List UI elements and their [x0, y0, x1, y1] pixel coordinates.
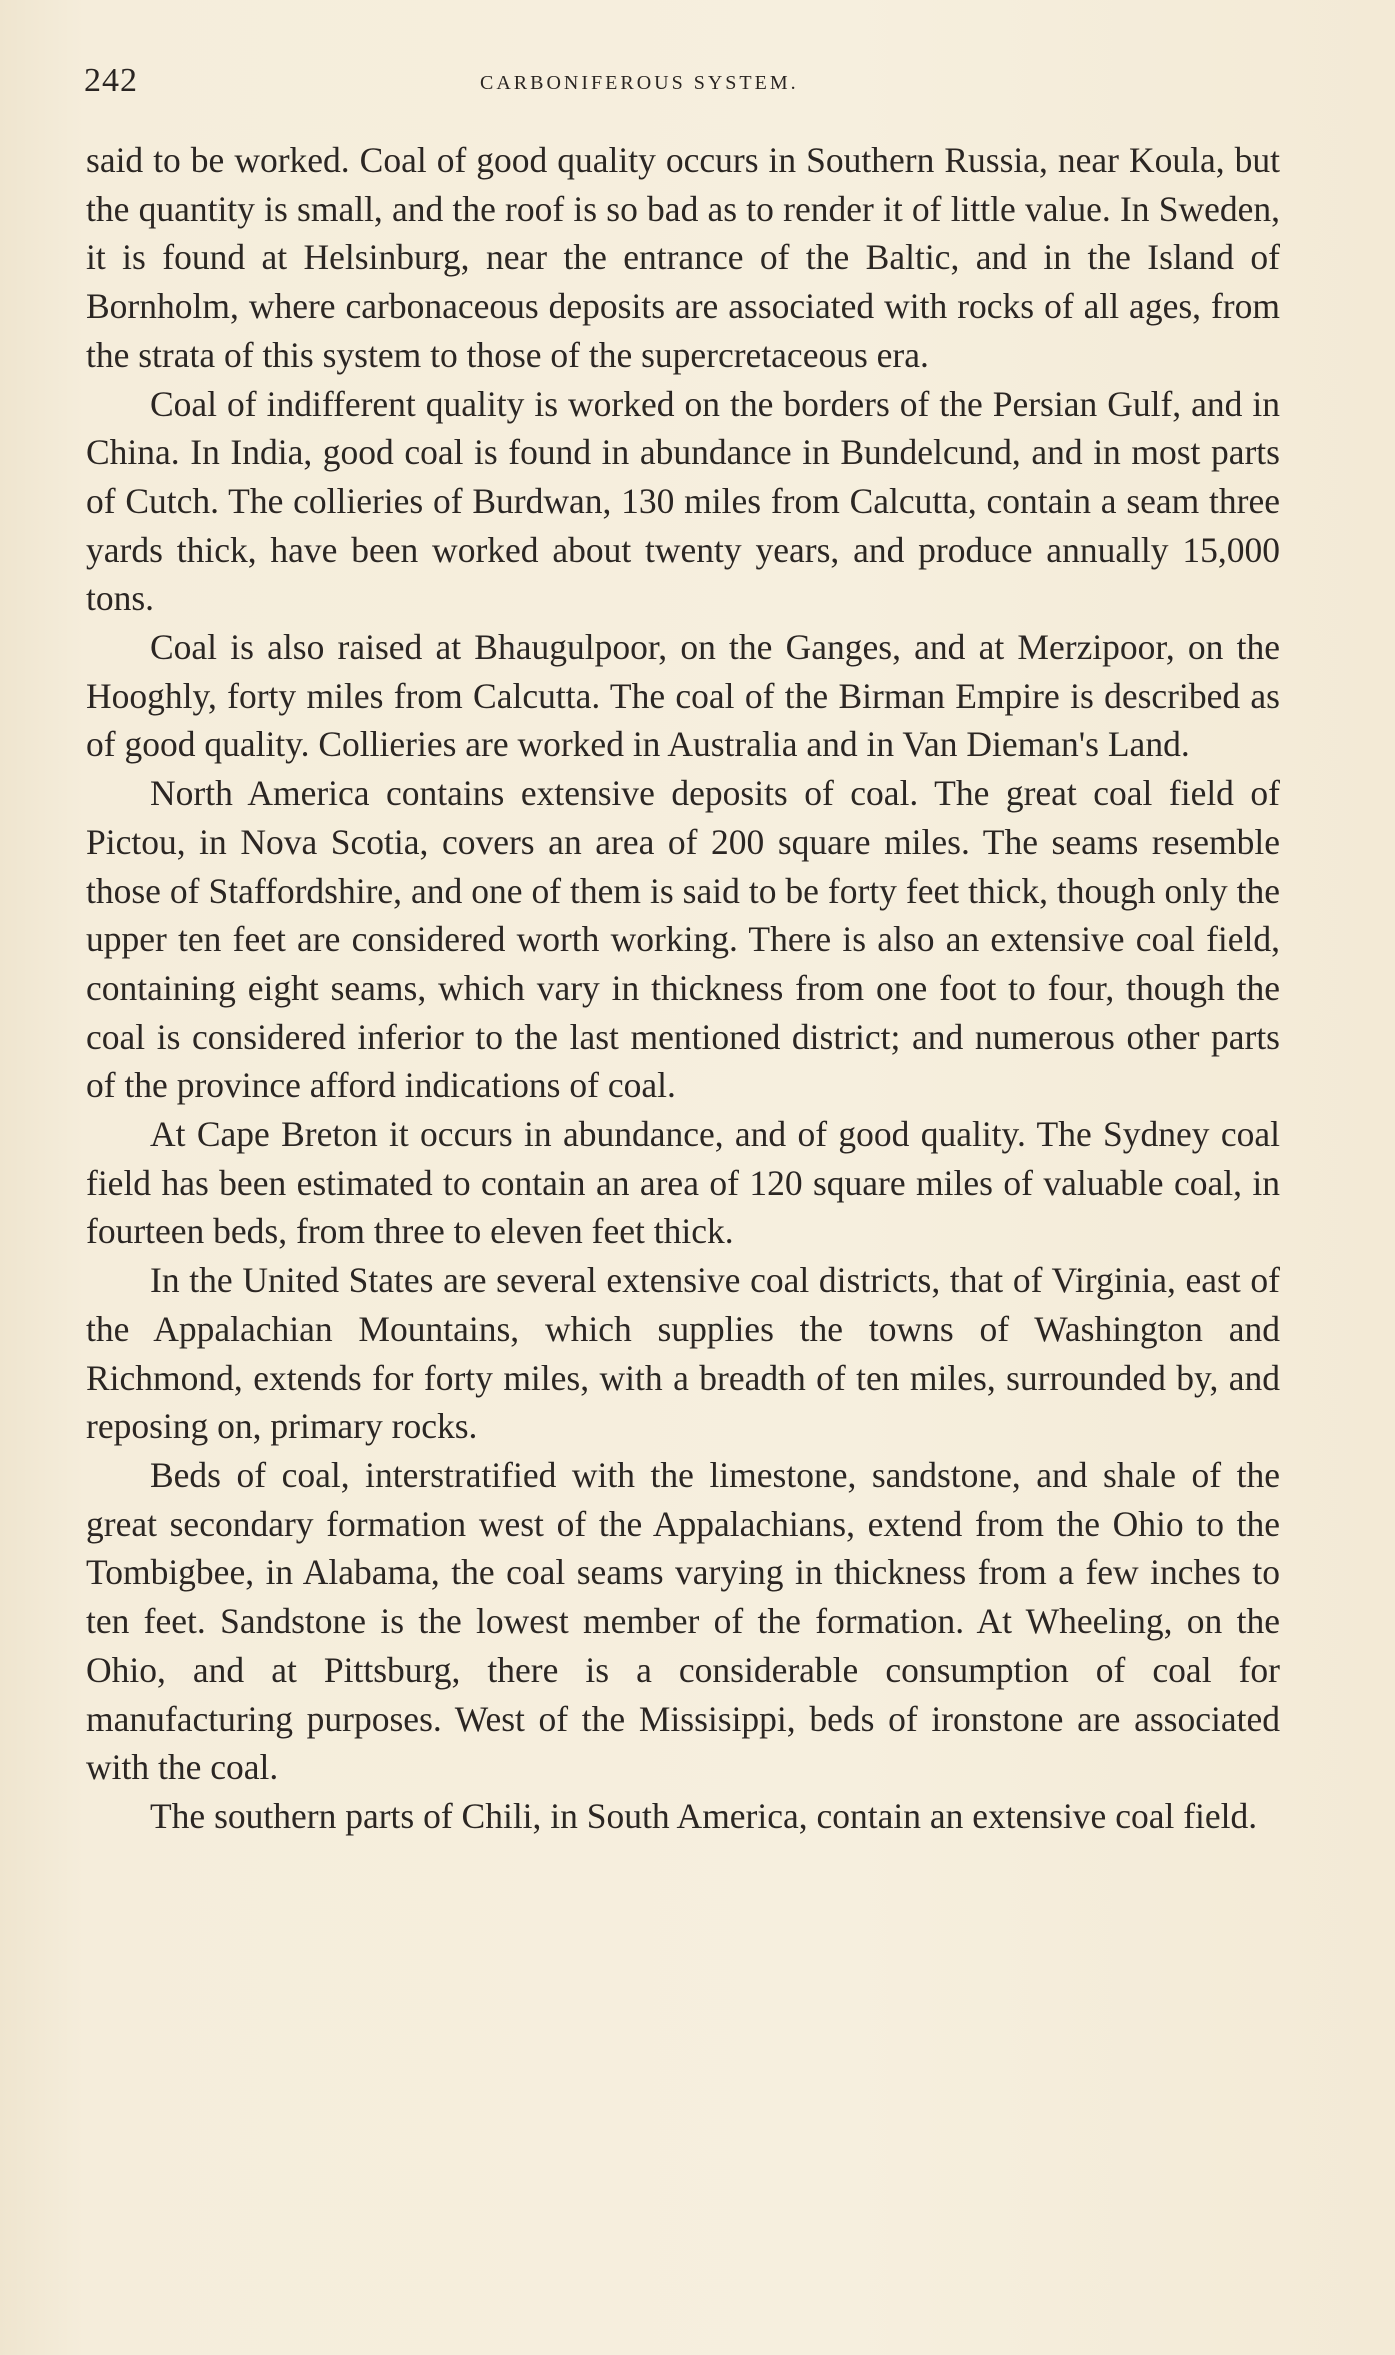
paragraph: Beds of coal, interstratified with the limestone, sandstone, and shale of the great secondary formation west of the Appalachians, extend from the Ohio to the Tombigbee, in Alabama, the coal seams varying in thickness from a few inches to ten feet. Sandstone is the lowest member of the formation. At Wheeling, on the Ohio, and at Pittsburg, there is a considerable consumption of coal for manufacturing purposes. West of the Missisippi, beds of ironstone are associated with the coal.	[86, 1454, 1280, 1788]
paragraph: said to be worked. Coal of good quality occurs in Southern Russia, near Koula, but the quantity is small, and the roof is so bad as to render it of little value. In Sweden, it is found at Helsinburg, near the entrance of the Baltic, and in the Island of Bornholm, where carbonaceous deposits are associated with rocks of all ages, from the strata of this system to those of the supercretaceous era.	[86, 140, 1280, 375]
paragraph: The southern parts of Chili, in South America, contain an extensive coal field.	[150, 1795, 1258, 1836]
paragraph: Coal is also raised at Bhaugulpoor, on the Ganges, and at Merzipoor, on the Hooghly, forty miles from Calcutta. The coal of the Birman Empire is described as of good quality. Collieries are worked in Australia and in Van Dieman's Land.	[86, 627, 1280, 765]
paragraph: North America contains extensive deposits of coal. The great coal field of Pictou, in Nova Scotia, covers an area of 200 square miles. The seams resemble those of Staffordshire, and one of them is said to be forty feet thick, though only the upper ten feet are considered worth working. There is also an extensive coal field, containing eight seams, which vary in thickness from one foot to four, though the coal is considered inferior to the last mentioned district; and numerous other parts of the province afford indications of coal.	[86, 773, 1280, 1106]
paragraph: Coal of indifferent quality is worked on the borders of the Persian Gulf, and in China. In India, good coal is found in abundance in Bundelcund, and in most parts of Cutch. The collieries of Burdwan, 130 miles from Calcutta, contain a seam three yards thick, have been worked about twenty years, and produce annually 15,000 tons.	[86, 383, 1280, 619]
page-number: 242	[84, 62, 138, 99]
paragraph: In the United States are several extensive coal districts, that of Virginia, east of the Appalachian Mountains, which supplies the towns of Washington and Richmond, extends for forty miles, with a breadth of ten miles, surrounded by, and reposing on, primary rocks.	[86, 1260, 1280, 1447]
paragraph: At Cape Breton it occurs in abundance, and of good quality. The Sydney coal field has been estimated to contain an area of 120 square miles of valuable coal, in fourteen beds, from three to eleven feet thick.	[86, 1114, 1280, 1252]
page-header	[84, 62, 1284, 102]
body-text	[86, 136, 1280, 1841]
running-title: CARBONIFEROUS SYSTEM.	[480, 72, 799, 94]
